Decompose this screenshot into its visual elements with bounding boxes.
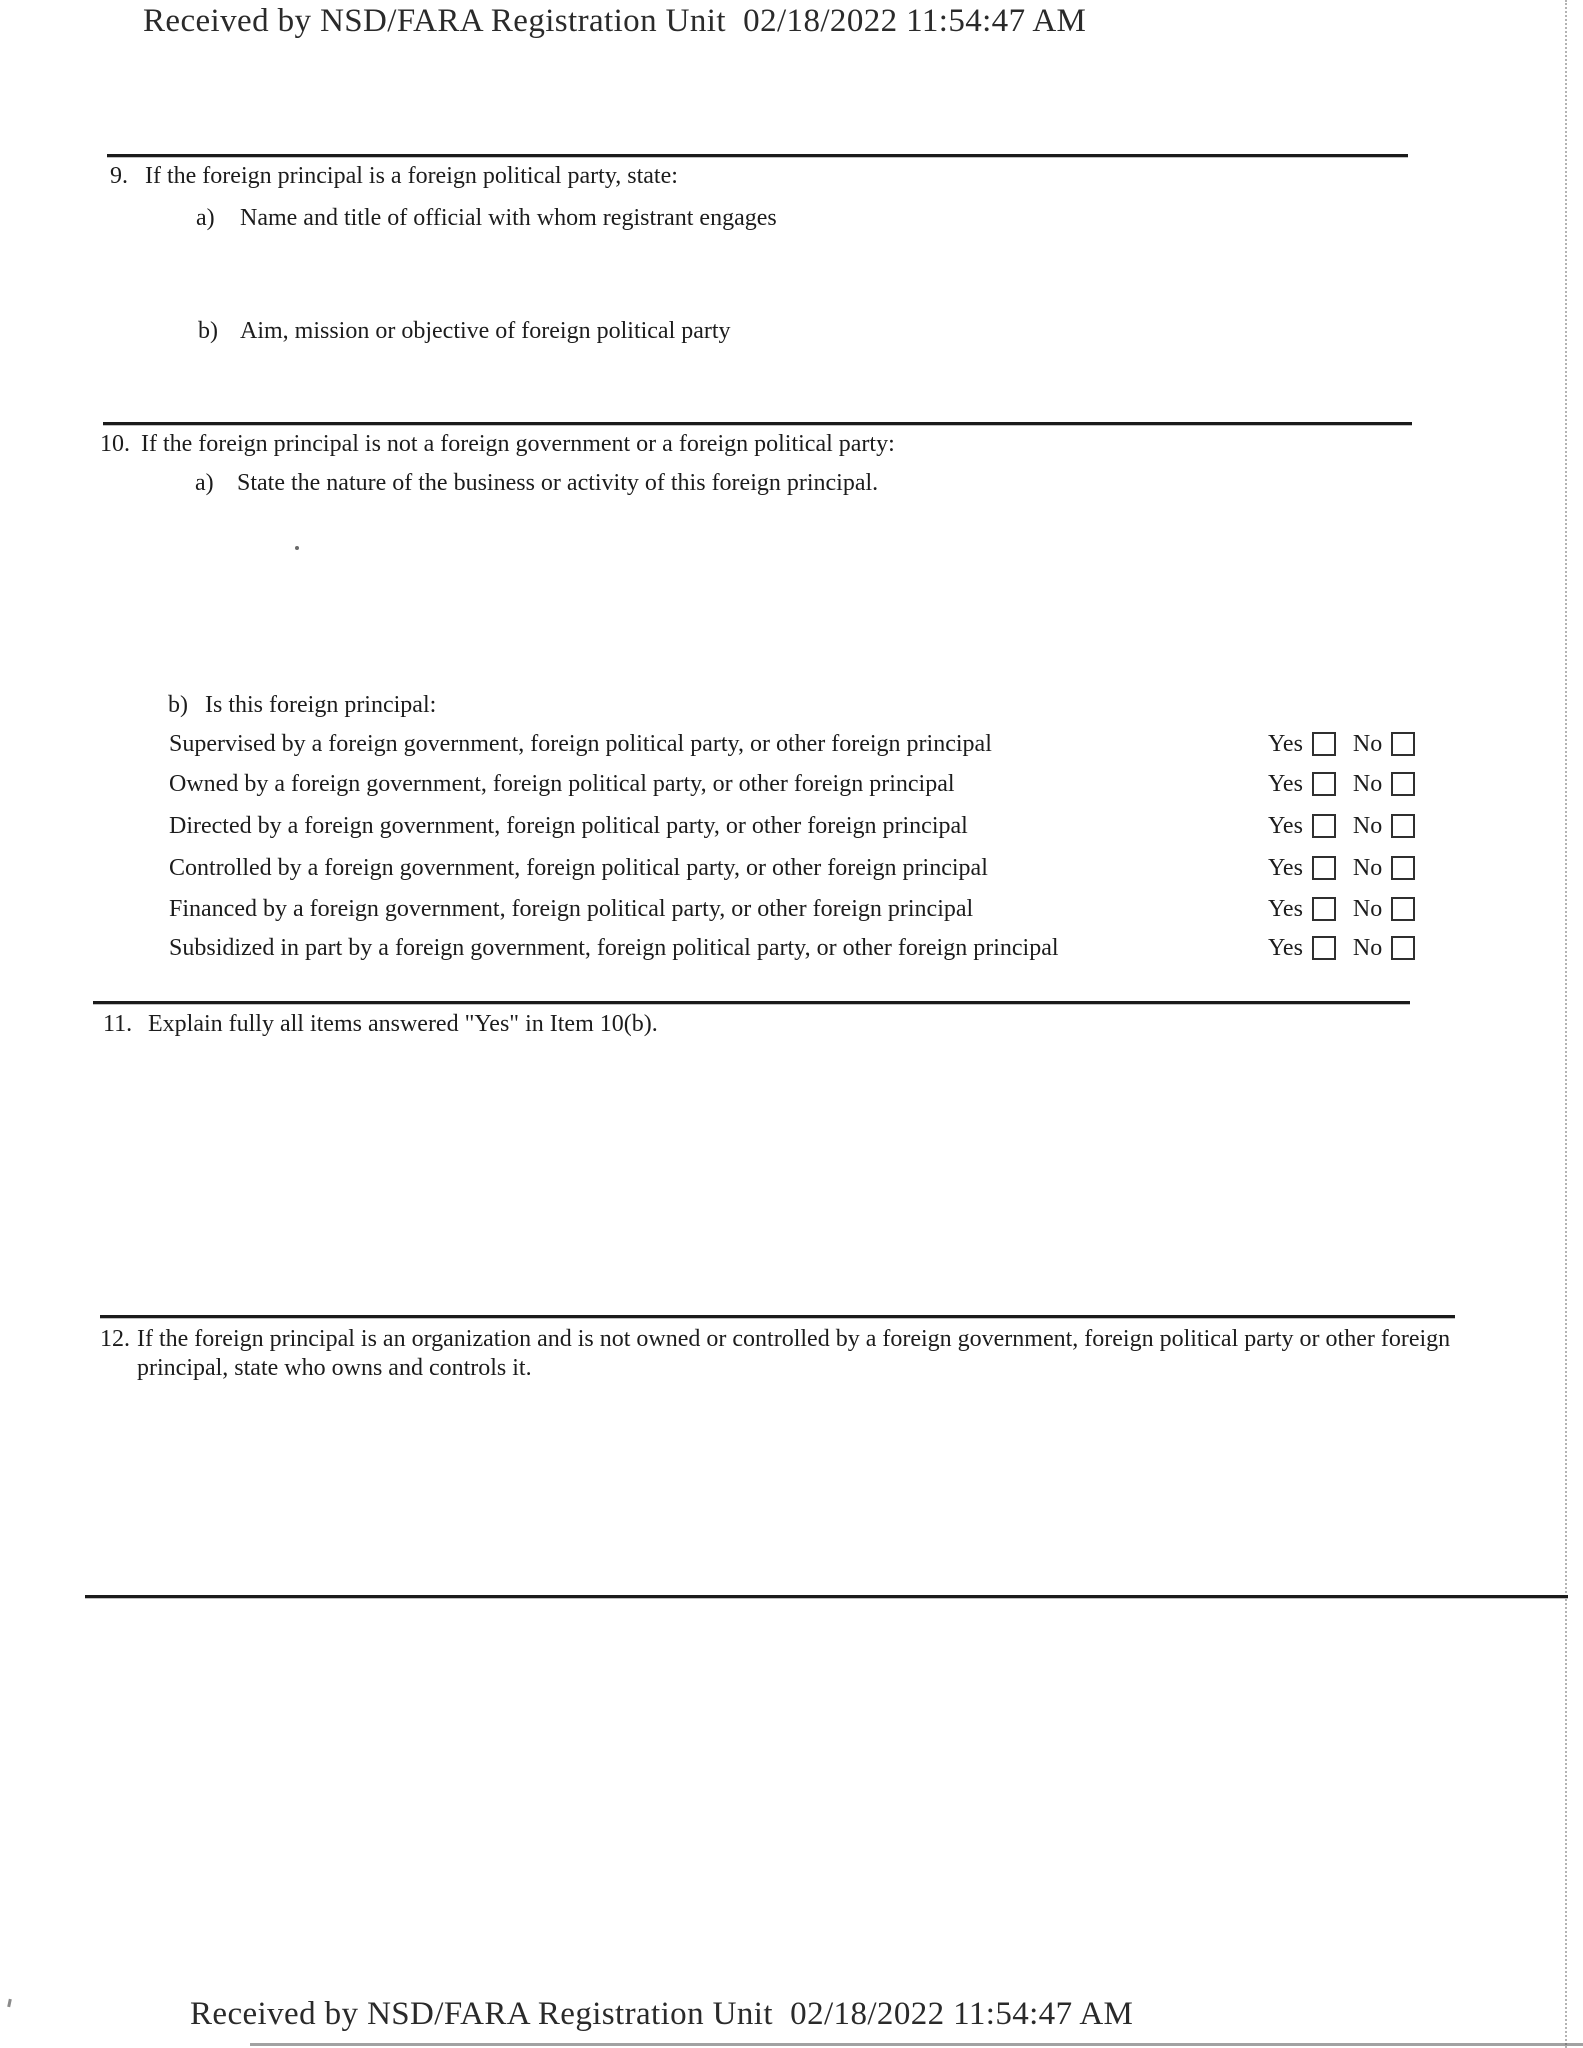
- item12-heading: [100, 1325, 1493, 1383]
- row-label: Owned by a foreign government, foreign political party, or other foreign principal: [169, 770, 955, 797]
- item10b-text: Is this foreign principal:: [205, 692, 437, 718]
- no-label: No: [1352, 934, 1383, 961]
- no-label: No: [1352, 770, 1383, 797]
- item10-number: 10.: [100, 431, 130, 457]
- item9b-text: Aim, mission or objective of foreign political party: [240, 318, 731, 344]
- no-checkbox: [1391, 772, 1415, 796]
- row-label: Financed by a foreign government, foreign political party, or other foreign principal: [169, 895, 974, 922]
- item11-text: Explain fully all items answered "Yes" in Item 10(b).: [148, 1011, 658, 1037]
- no-checkbox: [1391, 897, 1415, 921]
- section-divider-above-item9: [107, 154, 1408, 157]
- item9-heading: [110, 162, 1245, 191]
- item10b-row-controlled: [169, 853, 1431, 883]
- item10b-row-owned: [169, 769, 1431, 799]
- header-received-stamp: Received by NSD/FARA Registration Unit 02/18/2022 11:54:47 AM: [143, 3, 1087, 39]
- item10b-row-directed: [169, 811, 1431, 841]
- item10-text: If the foreign principal is not a foreign government or a foreign political party:: [141, 431, 895, 457]
- item11-number: 11.: [103, 1011, 133, 1037]
- no-checkbox: [1391, 732, 1415, 756]
- item9a-row: [196, 204, 777, 233]
- item10b-label: b): [168, 692, 188, 718]
- yes-no-group: [1268, 894, 1415, 924]
- scan-artifact-vertical-line: [1565, 0, 1567, 2048]
- section-divider-above-item10: [103, 422, 1412, 425]
- yes-label: Yes: [1268, 854, 1303, 881]
- yes-checkbox: [1312, 732, 1336, 756]
- no-label: No: [1352, 895, 1383, 922]
- item11-heading: [103, 1010, 1248, 1039]
- row-label: Subsidized in part by a foreign government, foreign political party, or other foreign principal: [169, 934, 1059, 961]
- item10b-row-supervised: [169, 729, 1431, 759]
- footer-received-stamp: Received by NSD/FARA Registration Unit 02/18/2022 11:54:47 AM: [190, 1996, 1134, 2032]
- item9-number: 9.: [110, 163, 128, 189]
- item10b-row: [168, 691, 436, 720]
- yes-checkbox: [1312, 936, 1336, 960]
- yes-no-group: [1268, 729, 1415, 759]
- no-label: No: [1352, 854, 1383, 881]
- item10a-row: [195, 469, 878, 498]
- item12-text: If the foreign principal is an organization and is not owned or controlled by a foreign government, foreign political party or other foreign principal, state who owns and controls it.: [137, 1326, 1451, 1381]
- divider-below-item12: [85, 1595, 1568, 1598]
- item10a-text: State the nature of the business or activity of this foreign principal.: [237, 470, 879, 496]
- no-label: No: [1352, 730, 1383, 757]
- item9a-text: Name and title of official with whom registrant engages: [240, 205, 777, 231]
- row-label: Directed by a foreign government, foreign political party, or other foreign principal: [169, 812, 968, 839]
- no-label: No: [1352, 812, 1383, 839]
- yes-no-group: [1268, 853, 1415, 883]
- yes-no-group: [1268, 811, 1415, 841]
- row-label: Supervised by a foreign government, foreign political party, or other foreign principal: [169, 730, 992, 757]
- section-divider-above-item11: [93, 1001, 1410, 1004]
- scan-artifact-bottom-edge: [250, 2043, 1583, 2046]
- yes-label: Yes: [1268, 812, 1303, 839]
- no-checkbox: [1391, 856, 1415, 880]
- yes-checkbox: [1312, 814, 1336, 838]
- item10b-row-financed: [169, 894, 1431, 924]
- item9-text: If the foreign principal is a foreign political party, state:: [145, 163, 678, 189]
- item10-heading: [100, 430, 1341, 459]
- scan-speckle: [7, 1999, 12, 2007]
- yes-label: Yes: [1268, 770, 1303, 797]
- yes-checkbox: [1312, 772, 1336, 796]
- item12-number: 12.: [100, 1326, 130, 1352]
- yes-no-group: [1268, 769, 1415, 799]
- yes-no-group: [1268, 933, 1415, 963]
- row-label: Controlled by a foreign government, foreign political party, or other foreign principal: [169, 854, 988, 881]
- item9b-label: b): [198, 318, 218, 344]
- no-checkbox: [1391, 814, 1415, 838]
- yes-label: Yes: [1268, 934, 1303, 961]
- yes-label: Yes: [1268, 895, 1303, 922]
- yes-label: Yes: [1268, 730, 1303, 757]
- item10a-label: a): [195, 470, 214, 496]
- item9a-label: a): [196, 205, 215, 231]
- item10b-row-subsidized: [169, 933, 1431, 963]
- scan-speckle: [295, 546, 299, 550]
- item9b-row: [198, 317, 731, 346]
- yes-checkbox: [1312, 897, 1336, 921]
- section-divider-above-item12: [100, 1315, 1455, 1318]
- no-checkbox: [1391, 936, 1415, 960]
- yes-checkbox: [1312, 856, 1336, 880]
